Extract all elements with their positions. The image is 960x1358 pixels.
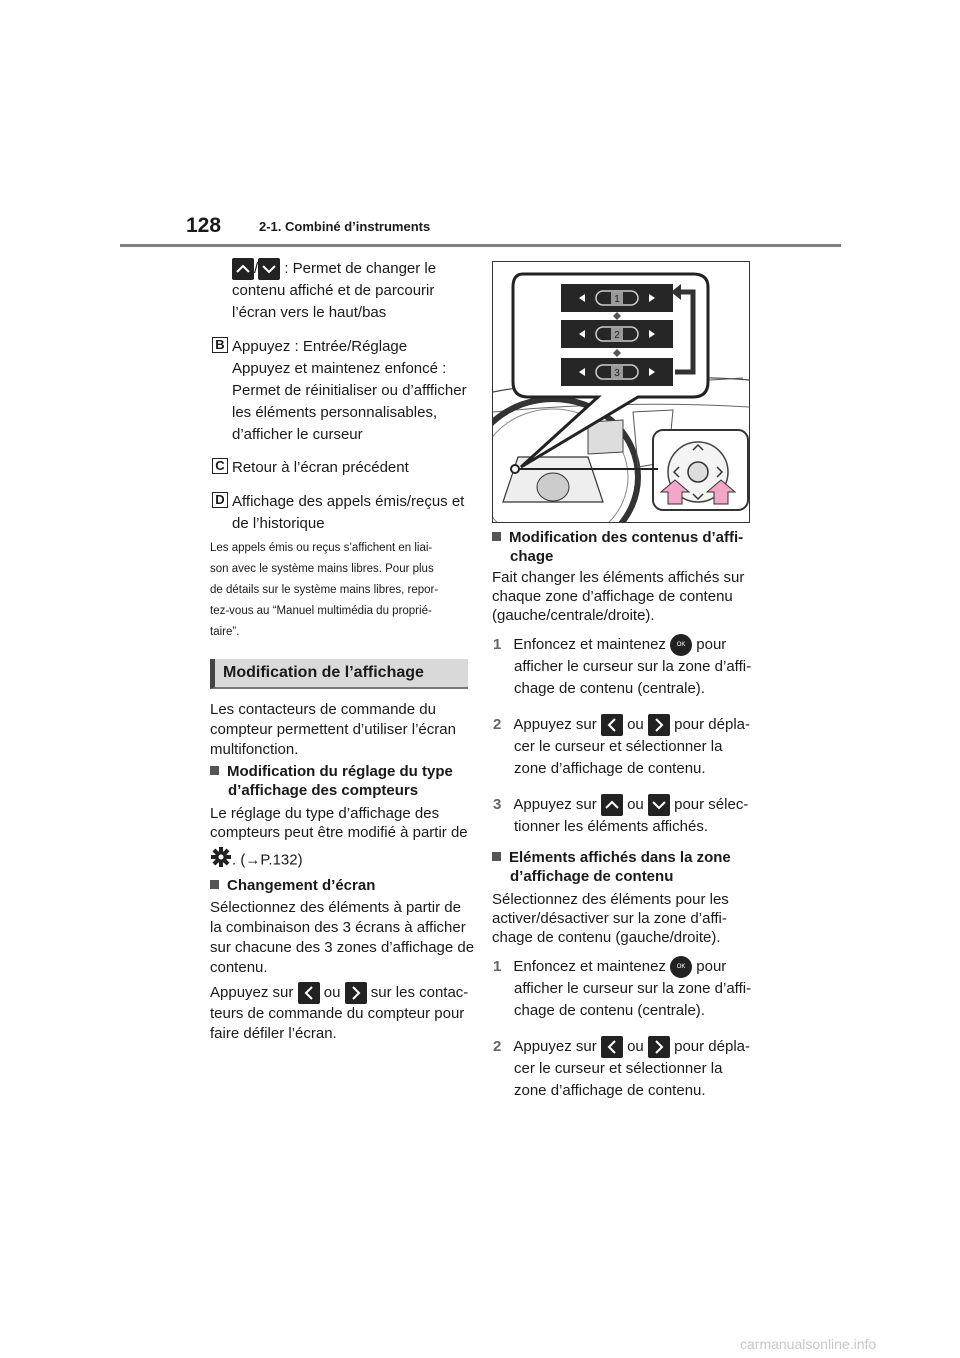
press-instruction: Appuyez sur ou sur les contac- teurs de commande du compteur pour faire défiler l’écran. — [210, 983, 469, 1042]
chevron-up-icon — [601, 794, 623, 816]
updown-description: / : Permet de changer le contenu affiché et de parcourir l’écran vers le haut/bas — [232, 260, 437, 322]
note: Les appels émis ou reçus s’affichent en liai- son avec le système mains libres. Pour plus de détails sur le système mains libres, repor- tez-vous au “Manuel multimédia du proprié- taire”. — [210, 542, 439, 638]
screen-3-label: 3 — [614, 368, 620, 379]
subsection-text: Le réglage du type d’affichage des compteurs peut être modifié à partir de — [210, 805, 468, 841]
subsection-text-2: Sélectionnez des éléments à partir de la combinaison des 3 écrans à afficher sur chacune des 3 zones d’affichage de contenu. — [210, 899, 475, 976]
subsection-title-2: Changement d’écran — [210, 876, 375, 895]
chevron-right-icon — [648, 1036, 670, 1058]
B-description: Appuyez : Entrée/Réglage Appuyez et maintenez enfoncé : Permet de réinitialiser ou d’affficher les éléments personnalisables, d’afficher le curseur — [232, 338, 467, 443]
label-B: B — [212, 337, 228, 353]
chevron-down-icon — [258, 258, 280, 280]
screen-1-label: 1 — [614, 294, 620, 305]
bullet-icon — [210, 880, 219, 889]
subsection-title-right-2: Eléments affichés dans la zone d’affichage de contenu — [492, 848, 731, 886]
step-3: 3 Appuyez sur ou pour sélec- tionner les éléments affichés. — [493, 796, 749, 836]
chevron-left-icon — [298, 982, 320, 1004]
label-D: D — [212, 492, 228, 508]
gear-icon — [210, 846, 232, 875]
watermark: carmanualsonline.info — [740, 1336, 877, 1352]
section-title: 2-1. Combiné d’instruments — [259, 219, 431, 234]
subsection-text-right-1: Fait changer les éléments affichés sur chaque zone d’affichage de contenu (gauche/centrale/droite). — [492, 569, 745, 624]
bullet-icon — [492, 532, 501, 541]
instrument-cluster-diagram — [493, 262, 749, 522]
step-2: 2 Appuyez sur ou pour dépla- cer le curseur et sélectionner la zone d’affichage de contenu. — [493, 716, 750, 778]
step-1-b: 1 Enfoncez et maintenez OK pour afficher le curseur sur la zone d’affi- chage de contenu (centrale). — [493, 958, 752, 1020]
screen-2-label: 2 — [614, 330, 620, 341]
chevron-left-icon — [601, 714, 623, 736]
intro-text: Les contacteurs de commande du compteur permettent d’utiliser l’écran multifonction. — [210, 701, 456, 758]
ok-button-icon: OK — [670, 956, 692, 978]
subsection-title-right-1: Modification des contenus d’affi- chage — [492, 528, 743, 566]
bullet-icon — [210, 766, 219, 775]
chevron-up-icon — [232, 258, 254, 280]
chevron-left-icon — [601, 1036, 623, 1058]
D-description: Affichage des appels émis/reçus et de l’historique — [232, 493, 465, 532]
chevron-right-icon — [648, 714, 670, 736]
settings-reference: . (→P.132) — [210, 846, 303, 875]
bullet-icon — [492, 852, 501, 861]
figure-illustration — [492, 261, 750, 523]
chevron-down-icon — [648, 794, 670, 816]
label-C: C — [212, 458, 228, 474]
page-number: 128 — [186, 214, 222, 237]
header-rule — [120, 244, 841, 247]
step-2-b: 2 Appuyez sur ou pour dépla- cer le curseur et sélectionner la zone d’affichage de contenu. — [493, 1038, 750, 1100]
subsection-text-right-2: Sélectionnez des éléments pour les activer/désactiver sur la zone d’affi- chage de contenu (gauche/droite). — [492, 891, 729, 946]
subsection-title: Modification du réglage du type d’affichage des compteurs — [210, 762, 453, 800]
C-description: Retour à l’écran précédent — [232, 459, 409, 476]
chevron-right-icon — [345, 982, 367, 1004]
ok-button-icon: OK — [670, 634, 692, 656]
step-1: 1 Enfoncez et maintenez OK pour afficher le curseur sur la zone d’affi- chage de contenu (centrale). — [493, 636, 752, 698]
section-heading: Modification de l’affichage — [210, 659, 468, 689]
